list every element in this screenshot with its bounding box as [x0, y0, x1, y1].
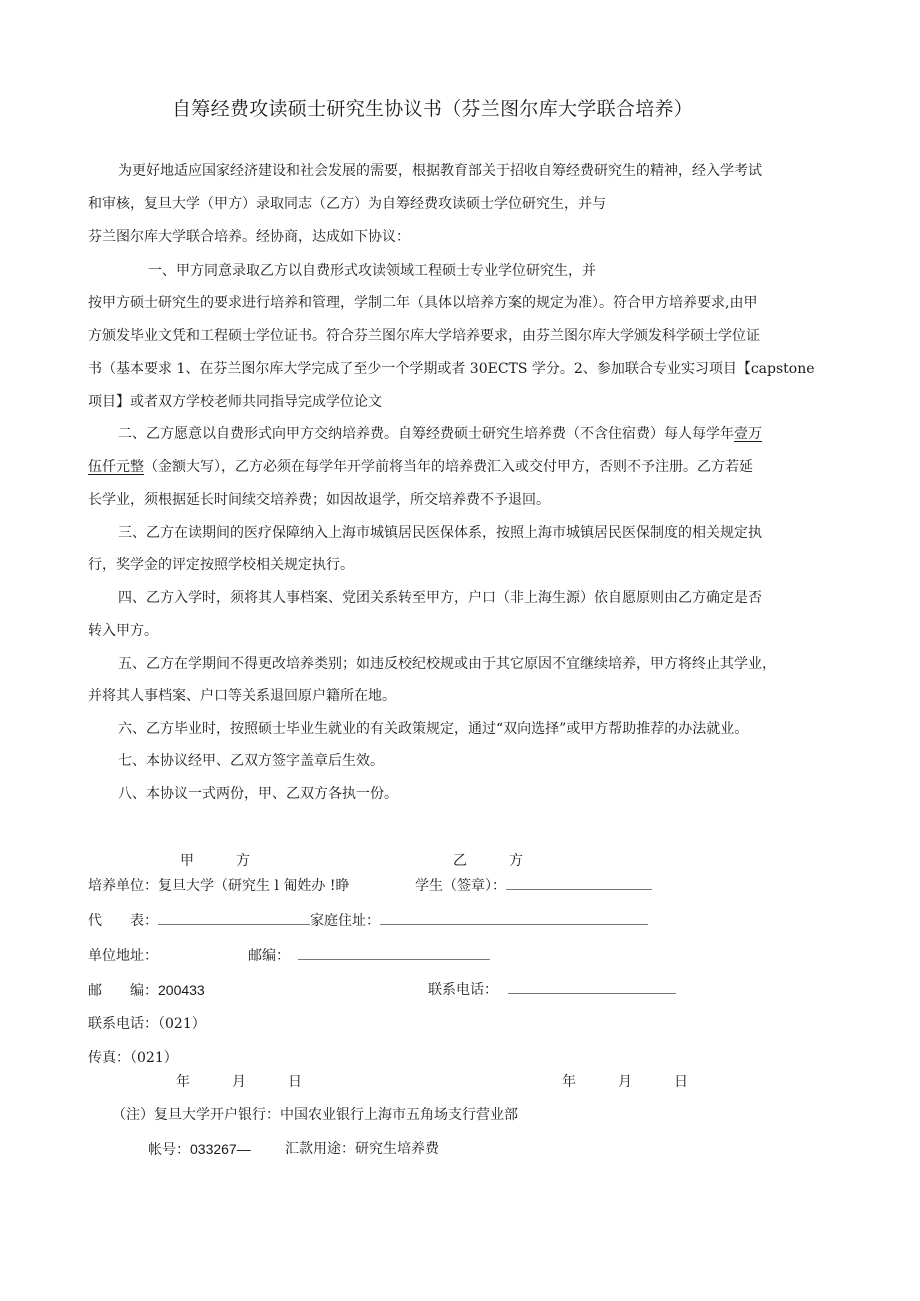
intro-line-3: 芬兰图尔库大学联合培养。经协商，达成如下协议：	[88, 229, 410, 245]
fee-amount-part-2: 伍仟元整	[88, 459, 144, 475]
article-5-line-2: 并将其人事档案、户口等关系退回原户籍所在地。	[88, 688, 396, 704]
phone-a: 联系电话：（021）	[88, 1016, 206, 1032]
fax: 传真：（021）	[88, 1050, 178, 1066]
phone-b-label: 联系电话：	[428, 982, 498, 998]
account-label: 帐号：	[148, 1142, 190, 1158]
article-1-line-1: 一、甲方同意录取乙方以自费形式攻读领域工程硕士专业学位研究生，并	[148, 263, 596, 279]
article-2-line-3: 长学业，须根据延长时间续交培养费；如因故退学，所交培养费不予退回。	[88, 492, 550, 508]
bank-note: （注）复旦大学开户银行：中国农业银行上海市五角场支行营业部	[112, 1107, 518, 1123]
home-address-label: 家庭住址：	[310, 913, 380, 929]
article-3-line-2: 行，奖学金的评定按照学校相关规定执行。	[88, 557, 354, 573]
fee-amount-part-1: 壹万	[734, 426, 762, 442]
article-8: 八、本协议一式两份，甲、乙双方各执一份。	[118, 786, 398, 802]
article-5-line-1: 五、乙方在学期间不得更改培养类别；如违反校纪校规或由于其它原因不宜继续培养，甲方将终止其学业，	[118, 656, 776, 672]
account-value: 033267—	[190, 1141, 251, 1157]
representative-line	[158, 910, 310, 925]
article-2-text-a: 二、乙方愿意以自费形式向甲方交纳培养费。自筹经费硕士研究生培养费（不含住宿费）每人每学年	[118, 426, 734, 442]
article-4-line-1: 四、乙方入学时，须将其人事档案、党团关系转至甲方，户口（非上海生源）依自愿原则由乙方确定是否	[118, 590, 762, 606]
article-2-text-b: （金额大写），乙方必须在每学年开学前将当年的培养费汇入或交付甲方，否则不予注册。乙方若延	[144, 459, 753, 475]
account-field	[148, 1133, 251, 1167]
article-2-line-1	[118, 418, 762, 451]
representative-field	[88, 905, 648, 938]
article-1-line-5: 项目】或者双方学校老师共同指导完成学位论文	[88, 394, 382, 410]
postcode-a-value: 200433	[158, 982, 205, 998]
remittance-purpose: 汇款用途：研究生培养费	[285, 1141, 439, 1157]
phone-b-line	[508, 979, 676, 994]
training-unit: 培养单位：复旦大学（研究生 l 匍姓办 !睁	[88, 878, 350, 894]
date-party-a: 年 月 日	[176, 1074, 302, 1090]
student-signature-label: 学生（签章）：	[415, 878, 506, 894]
unit-address-label: 单位地址：	[88, 948, 158, 964]
article-1-line-4: 书（基本要求 1、在芬兰图尔库大学完成了至少一个学期或者 30ECTS 学分。2、参加联合专业实习项目【capstone	[88, 361, 815, 377]
postcode-a-field	[88, 974, 205, 1008]
article-1-line-3: 方颁发毕业文凭和工程硕士学位证书。符合芬兰图尔库大学培养要求，由芬兰图尔库大学颁发科学硕士学位证	[88, 328, 760, 344]
phone-b-field	[428, 974, 676, 1007]
postcode-b-field	[248, 940, 490, 973]
article-3-line-1: 三、乙方在读期间的医疗保障纳入上海市城镇居民医保体系，按照上海市城镇居民医保制度的相关规定执	[118, 525, 762, 541]
representative-label: 代 表：	[88, 913, 158, 929]
student-signature-line	[506, 875, 652, 890]
student-signature-field	[415, 870, 652, 903]
article-4-line-2: 转入甲方。	[88, 623, 158, 639]
postcode-b-label: 邮编：	[248, 948, 290, 964]
party-b-heading: 乙 方	[453, 853, 523, 869]
document-title: 自筹经费攻读硕士研究生协议书（芬兰图尔库大学联合培养）	[172, 98, 694, 120]
home-address-line	[380, 910, 648, 925]
postcode-b-line	[298, 945, 490, 960]
intro-line-1: 为更好地适应国家经济建设和社会发展的需要，根据教育部关于招收自筹经费研究生的精神，经入学考试	[118, 163, 762, 179]
party-a-heading: 甲 方	[180, 853, 250, 869]
article-7: 七、本协议经甲、乙双方签字盖章后生效。	[118, 753, 384, 769]
article-6: 六、乙方毕业时，按照硕士毕业生就业的有关政策规定，通过“双向选择”或甲方帮助推荐的办法就业。	[118, 721, 749, 737]
intro-line-2: 和审核，复旦大学（甲方）录取同志（乙方）为自筹经费攻读硕士学位研究生，并与	[88, 196, 606, 212]
article-2-line-2	[88, 451, 753, 484]
date-party-b: 年 月 日	[562, 1074, 688, 1090]
article-1-line-2: 按甲方硕士研究生的要求进行培养和管理，学制二年（具体以培养方案的规定为准）。符合甲方培养要求,由甲	[88, 295, 758, 311]
postcode-a-label: 邮 编：	[88, 983, 158, 999]
